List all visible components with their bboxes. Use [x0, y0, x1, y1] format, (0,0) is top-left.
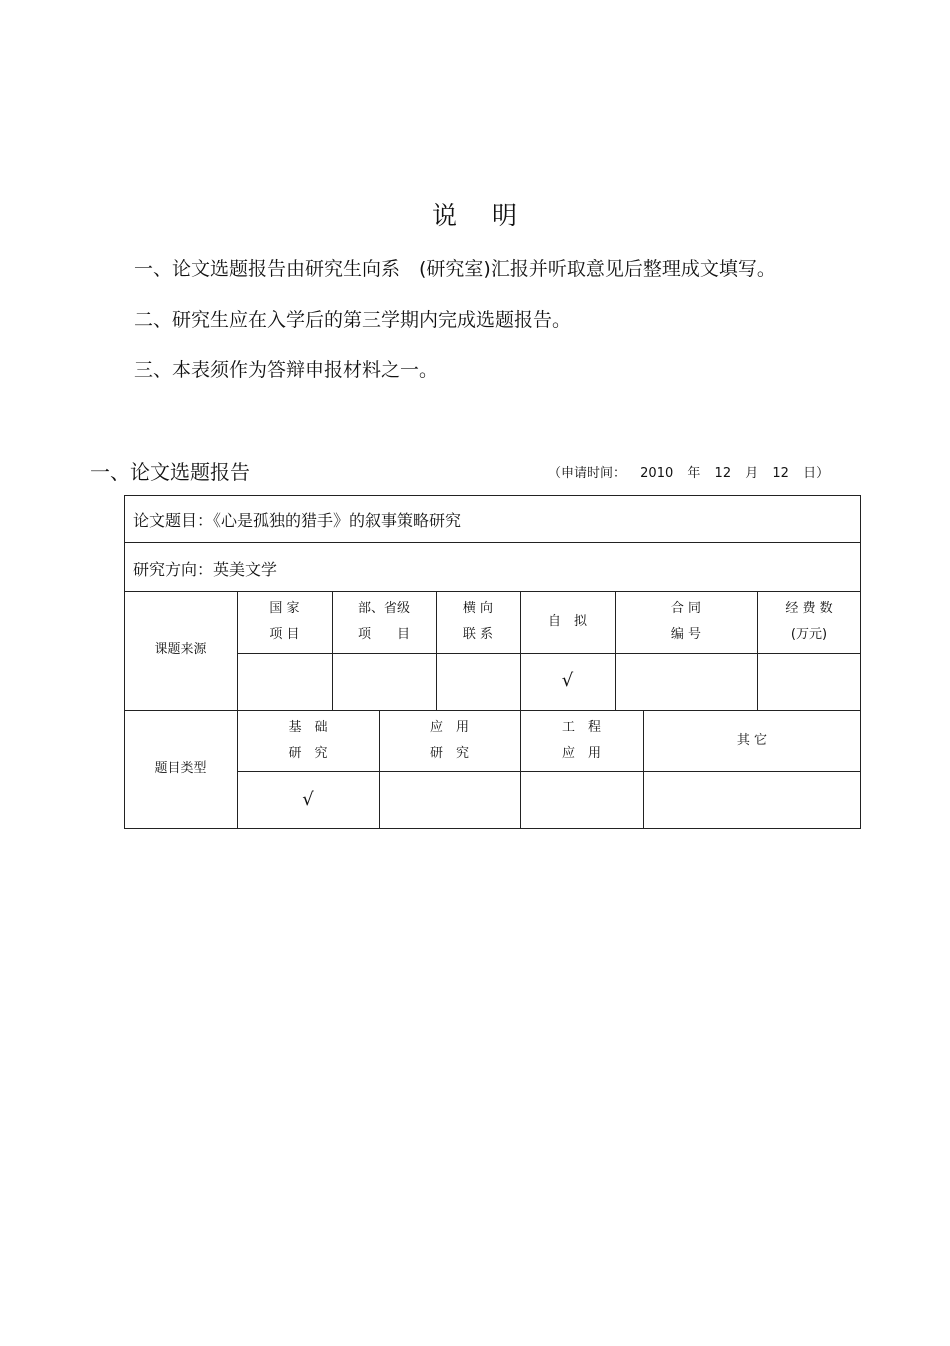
type-col-line: 基 础	[288, 720, 328, 735]
table-divider	[237, 653, 861, 654]
source-col-self	[520, 609, 615, 635]
title-char-2: 明	[492, 201, 519, 230]
source-self-check: √	[561, 670, 574, 691]
table-divider	[124, 591, 861, 592]
source-col-line: 自 拟	[547, 614, 587, 629]
instruction-item-3: 三、本表须作为答辩申报材料之一。	[134, 359, 439, 381]
type-col-line: 研 究	[429, 746, 469, 761]
page-title	[0, 196, 950, 232]
source-col-line: 经 费 数	[785, 601, 833, 616]
thesis-title-value: 《心是孤独的猎手》的叙事策略研究	[213, 511, 462, 530]
table-divider	[237, 771, 861, 772]
type-label: 题目类型	[154, 761, 207, 776]
type-col-other	[643, 728, 861, 754]
source-col-line: 编 号	[670, 627, 702, 642]
source-col-funding	[757, 596, 861, 648]
date-day: 12	[772, 466, 789, 481]
source-col-line: 横 向	[462, 601, 494, 616]
type-col-line: 其 它	[736, 733, 768, 748]
research-direction-row	[133, 557, 277, 580]
source-col-line: 国 家	[269, 601, 300, 616]
application-date	[548, 462, 839, 481]
table-divider	[124, 542, 861, 543]
type-col-applied	[379, 715, 520, 767]
table-divider	[124, 710, 861, 711]
type-col-line: 工 程	[561, 720, 601, 735]
date-day-unit: 日）	[803, 466, 830, 481]
type-basic-check: √	[302, 789, 314, 810]
thesis-title-label: 论文题目：	[133, 511, 214, 530]
type-col-basic	[237, 715, 379, 767]
source-col-line: 部、省级	[357, 601, 410, 616]
source-col-line: 项 目	[269, 627, 300, 642]
date-year-unit: 年	[687, 466, 701, 481]
source-col-national	[237, 596, 332, 648]
source-col-line: 合 同	[670, 601, 702, 616]
date-year: 2010	[640, 466, 674, 481]
date-label: （申请时间：	[548, 466, 627, 481]
source-label: 课题来源	[154, 642, 207, 657]
source-col-contract	[615, 596, 757, 648]
type-col-line: 应 用	[561, 746, 601, 761]
date-month-unit: 月	[745, 466, 759, 481]
source-col-line: 项 目	[357, 627, 410, 642]
instruction-item-2: 二、研究生应在入学后的第三学期内完成选题报告。	[134, 309, 572, 331]
instruction-item-1: 一、论文选题报告由研究生向系 (研究室)汇报并听取意见后整理成文填写。	[134, 258, 776, 280]
source-col-horizontal	[436, 596, 520, 648]
thesis-title-row	[133, 508, 461, 531]
type-col-line: 应 用	[429, 720, 469, 735]
type-col-line: 研 究	[288, 746, 328, 761]
date-month: 12	[714, 466, 732, 481]
section-heading: 一、论文选题报告	[90, 460, 250, 484]
title-char-1: 说	[431, 201, 458, 230]
research-direction-label: 研究方向：	[133, 560, 214, 579]
source-col-line: 联 系	[462, 627, 494, 642]
type-col-engineering	[520, 715, 643, 767]
research-direction-value: 英美文学	[213, 560, 278, 579]
source-col-provincial	[332, 596, 436, 648]
source-col-line: (万元)	[790, 627, 828, 642]
